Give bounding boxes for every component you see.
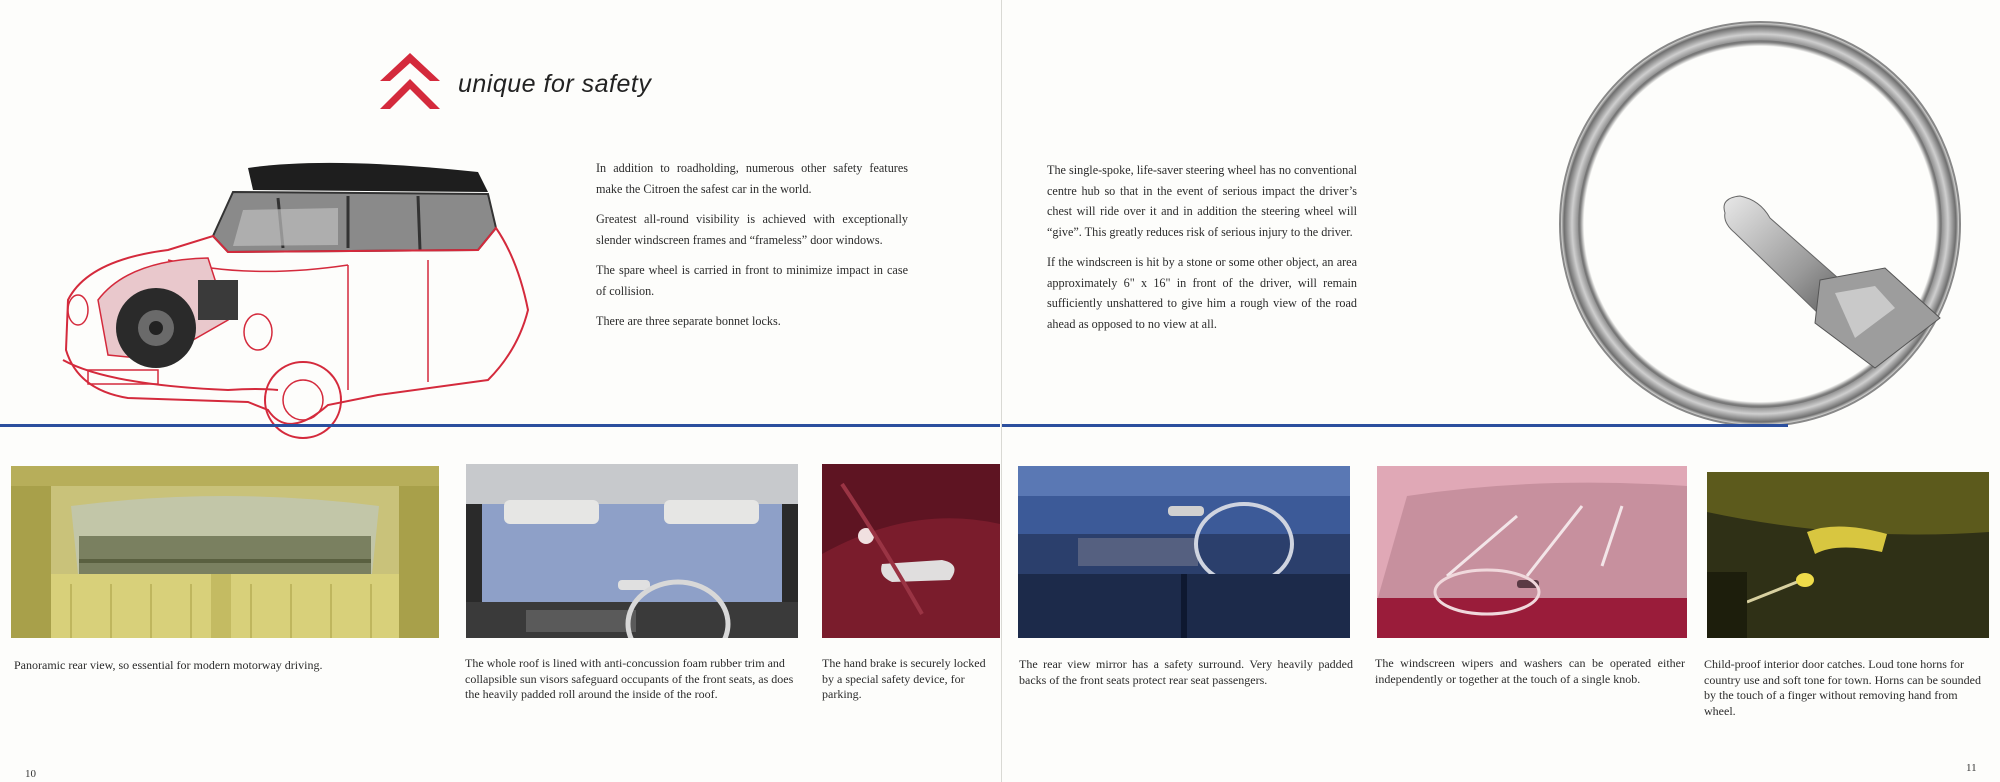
caption-mirror: The rear view mirror has a safety surround. Very heavily padded backs of the front seats protect rear seat passengers. — [1019, 657, 1353, 687]
hand-brake-photo — [822, 464, 1000, 638]
left-intro-text — [596, 158, 908, 342]
right-paragraph-1: The single-spoke, life-saver steering wheel has no conventional centre hub so that in the event of serious impact the driver’s chest will ride over it and in addition the steering wheel will “give”. This greatly reduces risk of serious injury to the driver. — [1047, 163, 1358, 239]
caption-hand-brake: The hand brake is securely locked by a special safety device, for parking. — [822, 656, 986, 701]
right-blue-rule — [1002, 424, 1788, 427]
right-intro-text — [1047, 160, 1357, 344]
rear-view-photo — [11, 466, 439, 638]
page-fold — [1001, 0, 1002, 782]
left-paragraph-2: Greatest all-round visibility is achieved with exceptionally slender windscreen frames and “frameless” door windows. — [596, 212, 908, 247]
roof-lining-photo — [466, 464, 798, 638]
windscreen-wipers-photo — [1377, 466, 1687, 638]
steering-wheel-photo — [1555, 18, 1965, 430]
car-cutaway-illustration — [48, 150, 548, 450]
left-paragraph-4: There are three separate bonnet locks. — [596, 314, 781, 328]
caption-rear-view: Panoramic rear view, so essential for modern motorway driving. — [14, 658, 323, 672]
page-number-left: 10 — [25, 768, 36, 780]
right-paragraph-2: If the windscreen is hit by a stone or some other object, an area approximately 6" x 16" in front of the driver, will remain sufficiently unshattered to give him a rough view of the road ahead as opposed to no view at all. — [1047, 255, 1357, 331]
door-catch-photo — [1707, 472, 1989, 638]
left-paragraph-1: In addition to roadholding, numerous other safety features make the Citroen the safest car in the world. — [596, 161, 908, 196]
caption-door: Child-proof interior door catches. Loud tone horns for country use and soft tone for town. Horns can be sounded by the touch of a finger without removing hand from wheel. — [1704, 657, 1981, 718]
page-number-right: 11 — [1966, 762, 1977, 774]
left-paragraph-3: The spare wheel is carried in front to minimize impact in case of collision. — [596, 263, 908, 298]
page-heading: unique for safety — [458, 70, 652, 98]
left-blue-rule — [0, 424, 1000, 427]
citroen-double-chevron-icon — [378, 53, 442, 119]
rear-view-mirror-photo — [1018, 466, 1350, 638]
caption-roof: The whole roof is lined with anti-concussion foam rubber trim and collapsible sun visors safeguard occupants of the front seats, as does the heavily padded roll around the inside of the roof. — [465, 656, 794, 701]
caption-wipers: The windscreen wipers and washers can be operated either independently or together at the touch of a single knob. — [1375, 656, 1685, 686]
